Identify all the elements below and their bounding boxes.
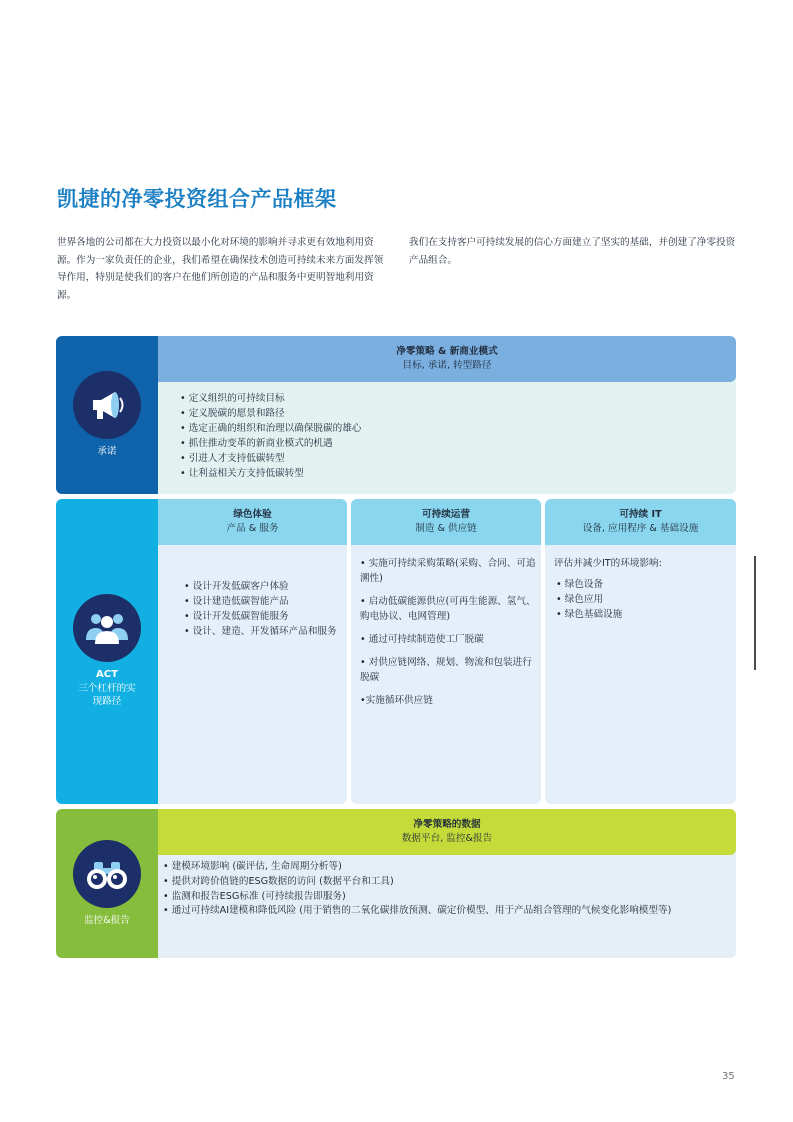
commit-header — [158, 336, 736, 382]
list-item: • 提供对跨价值链的ESG数据的访问 (数据平台和工具) — [163, 875, 728, 890]
act-label-text: 三个杠杆的实现路径 — [78, 682, 136, 708]
list-item: • 定义组织的可持续目标 — [180, 391, 361, 406]
list-item: • 定义脱碳的愿景和路径 — [180, 406, 361, 421]
column-body — [554, 556, 662, 622]
column-header — [545, 499, 736, 545]
monitor-header-sub: 数据平台, 监控&报告 — [401, 833, 493, 844]
margin-rule — [754, 556, 756, 670]
page-number: 35 — [722, 1071, 735, 1082]
column-header — [351, 499, 541, 545]
list-item: • 通过可持续制造使工厂脱碳 — [360, 632, 536, 647]
list-item: • 设计开发低碳智能服务 — [184, 609, 337, 624]
commit-header-sub: 目标, 承诺, 转型路径 — [402, 360, 492, 371]
column-title: 可持续运营 — [422, 509, 470, 520]
commit-label: 承诺 — [97, 446, 117, 458]
column-sub: 产品 & 服务 — [226, 523, 279, 534]
people-group-icon — [73, 594, 141, 662]
column-sub: 制造 & 供应链 — [415, 523, 477, 534]
commit-side — [56, 336, 158, 494]
binoculars-icon — [73, 840, 141, 908]
column-sub: 设备, 应用程序 & 基础设施 — [582, 523, 699, 534]
monitor-side — [56, 809, 158, 958]
sustainable-operations-column — [351, 499, 541, 804]
list-item: • 设计建造低碳智能产品 — [184, 594, 337, 609]
column-title: 绿色体验 — [233, 509, 272, 520]
commit-header-title: 净零策略 & 新商业模式 — [396, 346, 498, 357]
green-experience-column — [158, 499, 347, 804]
list-item: • 通过可持续AI建模和降低风险 (用于销售的二氧化碳排放预测、碳定价模型、用于产品组合管理的气候变化影响模型等) — [163, 904, 728, 919]
monitor-header-title: 净零策略的数据 — [413, 819, 481, 830]
list-item: • 设计开发低碳客户体验 — [184, 579, 337, 594]
list-item: • 设计、建造、开发循环产品和服务 — [184, 624, 337, 639]
column-intro: 评估并减少IT的环境影响: — [554, 558, 662, 569]
sustainable-it-column — [545, 499, 736, 804]
column-list — [360, 556, 536, 716]
monitor-header — [158, 809, 736, 855]
list-item: • 绿色应用 — [554, 592, 662, 607]
monitor-label: 监控&报告 — [84, 914, 130, 926]
list-item: • 绿色设备 — [554, 577, 662, 592]
column-header — [158, 499, 347, 545]
page-title: 凯捷的净零投资组合产品框架 — [57, 187, 337, 211]
act-side — [56, 499, 158, 804]
list-item: • 让利益相关方支持低碳转型 — [180, 466, 361, 481]
commit-list — [180, 391, 361, 481]
column-list — [184, 579, 337, 639]
list-item: • 选定正确的组织和治理以确保脱碳的雄心 — [180, 421, 361, 436]
list-item: • 绿色基础设施 — [554, 607, 662, 622]
list-item: • 抓住推动变革的新商业模式的机遇 — [180, 436, 361, 451]
megaphone-icon — [73, 371, 141, 439]
list-item: • 引进人才支持低碳转型 — [180, 451, 361, 466]
monitor-list — [163, 860, 728, 919]
list-item: • 对供应链网络、规划、物流和包装进行脱碳 — [360, 655, 536, 685]
act-label — [76, 668, 138, 709]
list-item: • 监测和报告ESG标准 (可持续报告即服务) — [163, 890, 728, 905]
column-title: 可持续 IT — [619, 509, 662, 520]
list-item: • 启动低碳能源供应(可再生能源、氢气、购电协议、电网管理) — [360, 594, 536, 624]
list-item: • 实施可持续采购策略(采购、合同、可追溯性) — [360, 556, 536, 586]
list-item: •实施循环供应链 — [360, 695, 433, 706]
act-label-bold: ACT — [96, 669, 118, 681]
column-list — [554, 577, 662, 622]
intro-left: 世界各地的公司都在大力投资以最小化对环境的影响并寻求更有效地利用资源。作为一家负责任的企业，我们希望在确保技术创造可持续未来方面发挥领导作用，特别是使我们的客户在他们所创造的产品和服务中更明智地利用资源。 — [57, 237, 384, 301]
list-item: • 建模环境影响 (碳评估, 生命周期分析等) — [163, 860, 728, 875]
intro-right: 我们在支持客户可持续发展的信心方面建立了坚实的基础，并创建了净零投资产品组合。 — [409, 237, 736, 266]
